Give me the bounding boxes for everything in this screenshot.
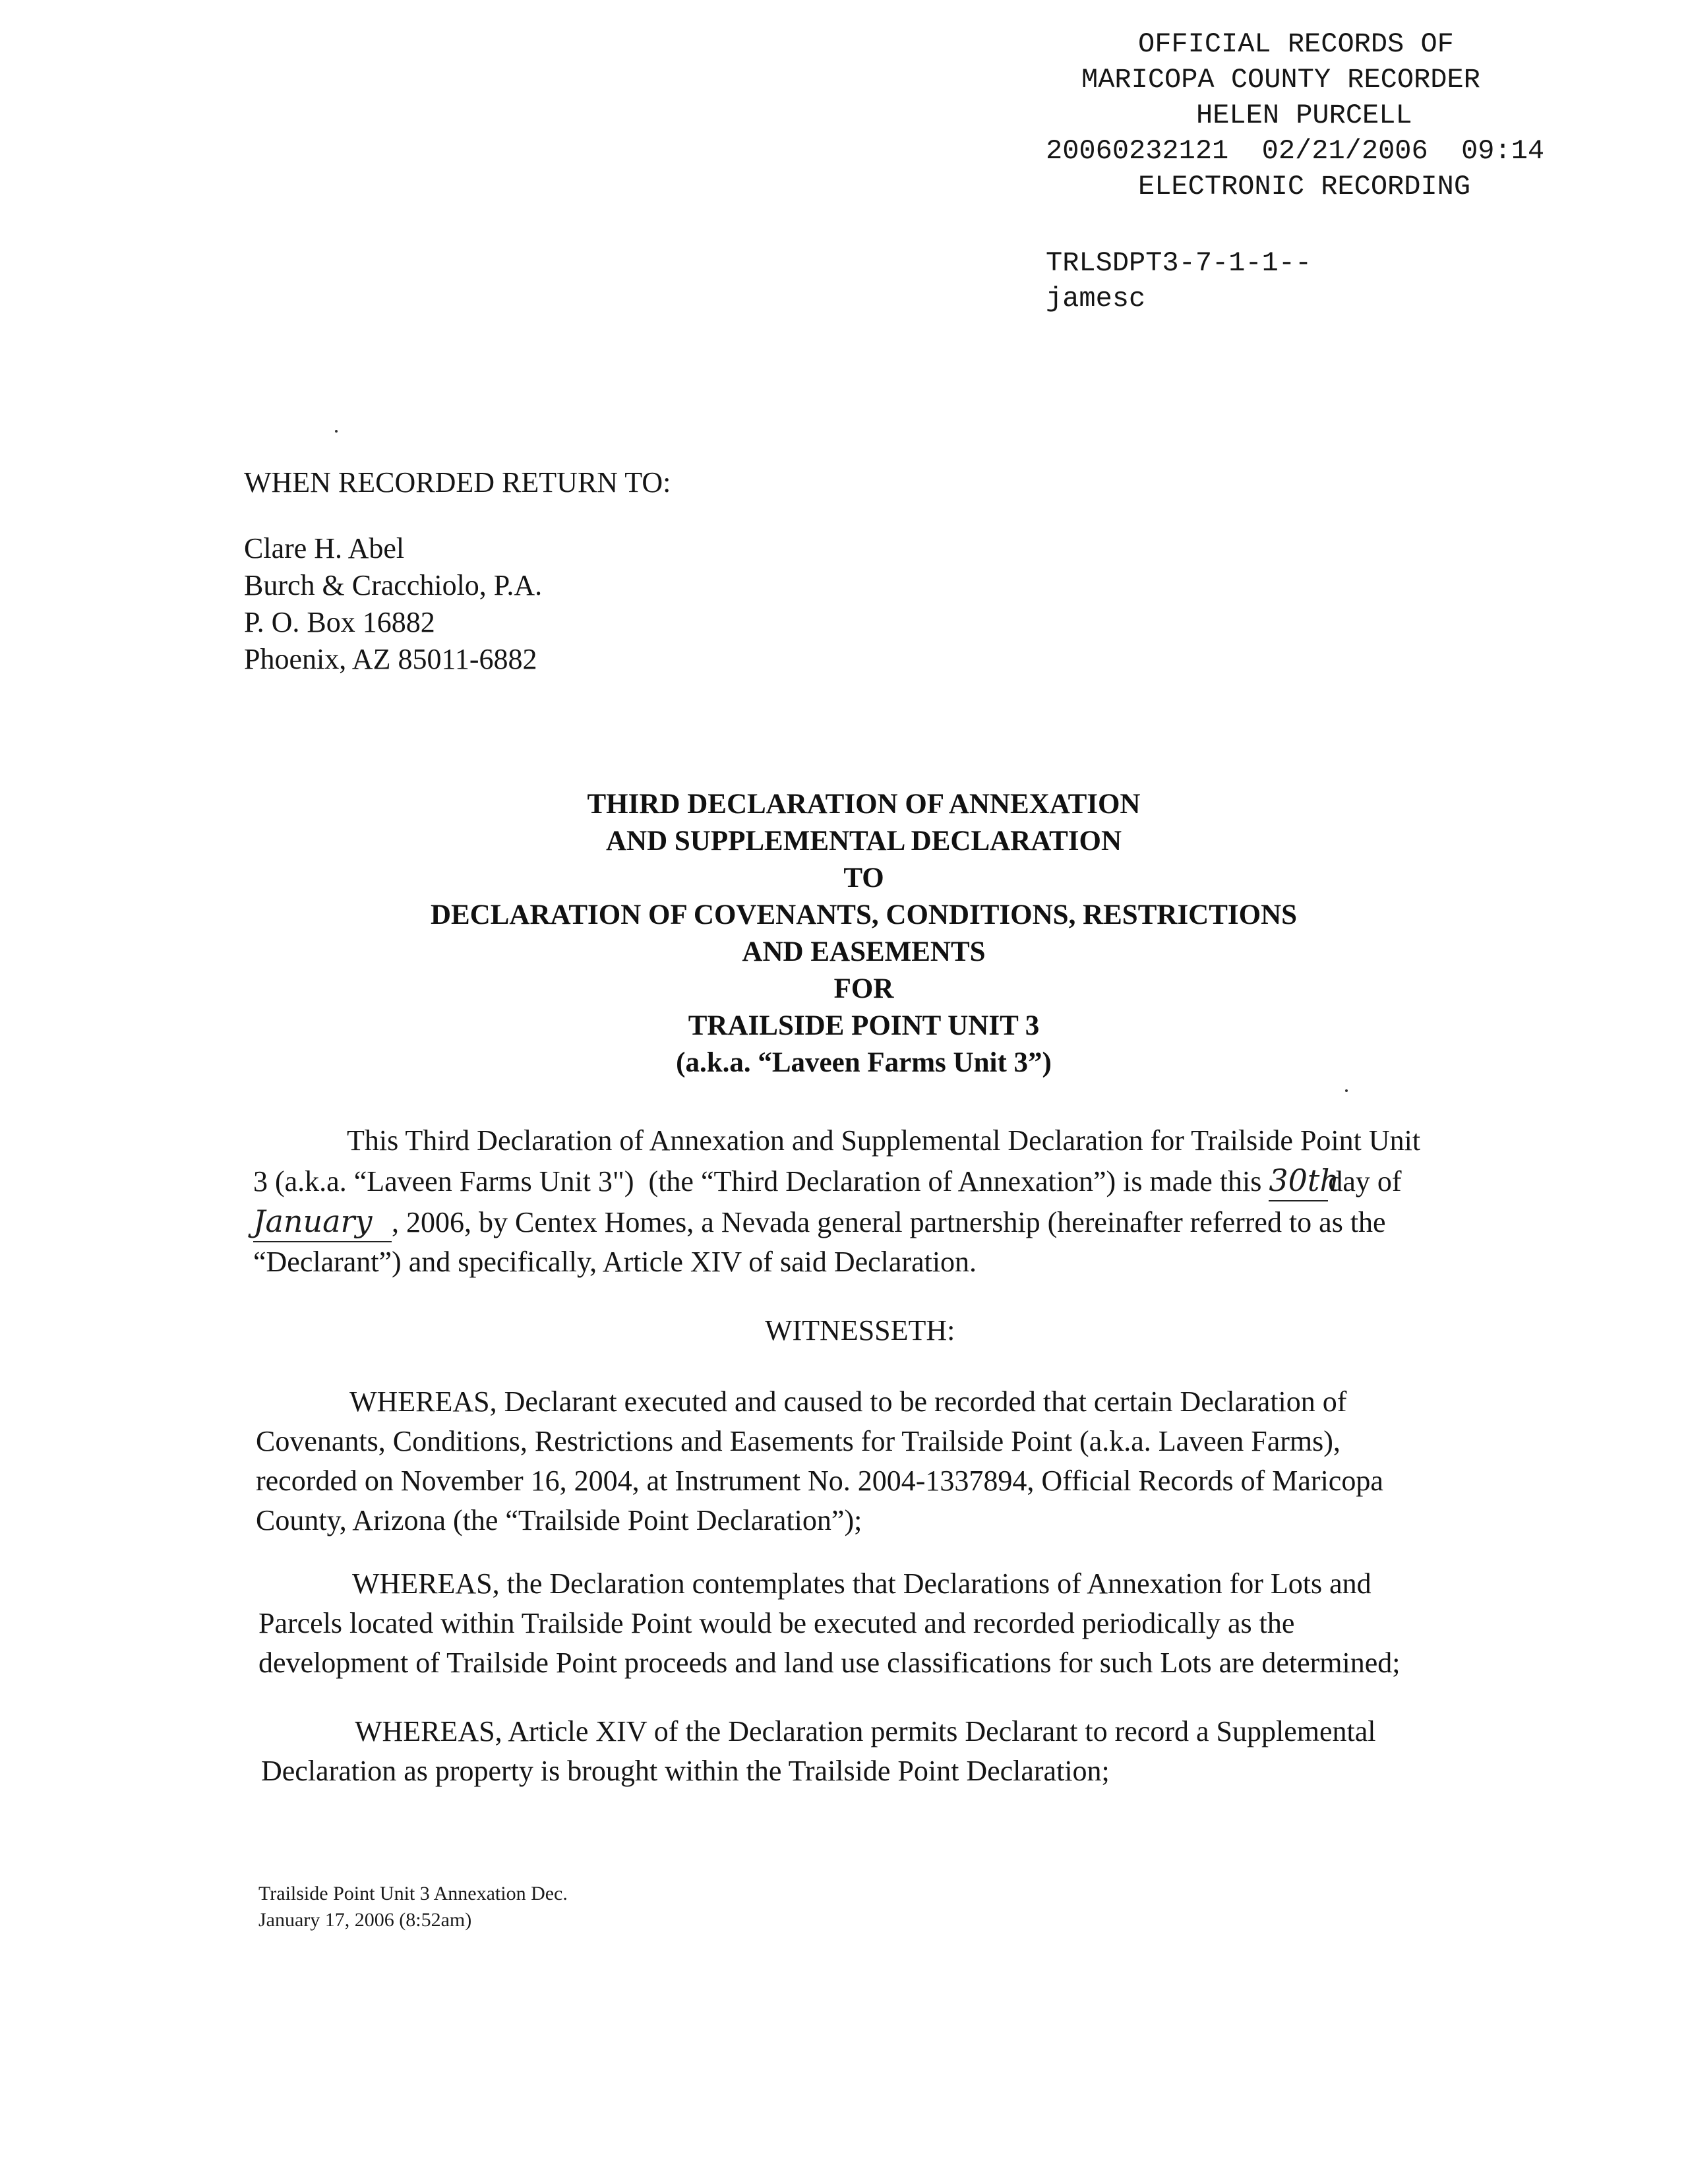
intro-line-1: This Third Declaration of Annexation and Supplemental Declaration for Trailside Point Unit (347, 1124, 1421, 1157)
stamp-user: jamesc (1046, 283, 1146, 315)
title-line-1: THIRD DECLARATION OF ANNEXATION (587, 789, 1141, 820)
stamp-line-record-number-date: 20060232121 02/21/2006 09:14 (1046, 135, 1545, 167)
title-line-3: TO (843, 863, 884, 894)
whereas-1-line-1: WHEREAS, Declarant executed and caused to be recorded that certain Declaration of (349, 1385, 1347, 1418)
scan-speck (1345, 1089, 1348, 1092)
return-to-name: Clare H. Abel (244, 532, 405, 564)
title-line-4: DECLARATION OF COVENANTS, CONDITIONS, RESTRICTIONS (430, 899, 1298, 930)
title-line-2: AND SUPPLEMENTAL DECLARATION (605, 826, 1122, 857)
stamp-doc-code: TRLSDPT3-7-1-1-- (1046, 247, 1312, 279)
footer-line-1: Trailside Point Unit 3 Annexation Dec. (258, 1883, 568, 1904)
intro-line-2-text: 3 (a.k.a. “Laveen Farms Unit 3") (the “Third Declaration of Annexation”) is made this (253, 1165, 1269, 1198)
whereas-1-line-3: recorded on November 16, 2004, at Instrument No. 2004-1337894, Official Records of Maricopa (256, 1465, 1383, 1497)
title-line-5: AND EASEMENTS (742, 936, 986, 967)
handwritten-month: January (253, 1201, 392, 1242)
intro-line-3-text: , 2006, by Centex Homes, a Nevada general partnership (hereinafter referred to as the (392, 1206, 1386, 1238)
stamp-line-recorder-name: HELEN PURCELL (1196, 100, 1412, 131)
scan-speck (335, 430, 338, 433)
return-to-po-box: P. O. Box 16882 (244, 606, 435, 638)
return-to-heading: WHEN RECORDED RETURN TO: (244, 466, 671, 499)
witnesseth-heading: WITNESSETH: (765, 1314, 955, 1347)
intro-line-2 (253, 1161, 1493, 1201)
whereas-paragraph-2 (258, 1564, 1498, 1683)
whereas-1-line-2: Covenants, Conditions, Restrictions and Easements for Trailside Point (a.k.a. Laveen Farms), (256, 1425, 1341, 1457)
intro-line-4: “Declarant”) and specifically, Article XIV of said Declaration. (253, 1246, 977, 1278)
whereas-2-line-3: development of Trailside Point proceeds and land use classifications for such Lots are determined; (258, 1647, 1401, 1679)
return-to-firm: Burch & Cracchiolo, P.A. (244, 569, 543, 601)
whereas-paragraph-3 (261, 1712, 1501, 1791)
document-footer (258, 1881, 568, 1933)
title-line-7: TRAILSIDE POINT UNIT 3 (688, 1010, 1040, 1041)
whereas-paragraph-1 (256, 1382, 1495, 1540)
whereas-2-line-2: Parcels located within Trailside Point would be executed and recorded periodically as the (258, 1607, 1295, 1639)
title-line-8: (a.k.a. “Laveen Farms Unit 3”) (676, 1047, 1052, 1078)
whereas-1-line-4: County, Arizona (the “Trailside Point Declaration”); (256, 1504, 862, 1536)
intro-paragraph (253, 1121, 1493, 1282)
whereas-2-line-1: WHEREAS, the Declaration contemplates that Declarations of Annexation for Lots and (352, 1567, 1372, 1600)
intro-line-3 (253, 1201, 1493, 1242)
title-line-6: FOR (833, 973, 894, 1004)
handwritten-day: 30th (1269, 1161, 1328, 1201)
whereas-3-line-2: Declaration as property is brought within the Trailside Point Declaration; (261, 1755, 1110, 1787)
return-to-city: Phoenix, AZ 85011-6882 (244, 643, 537, 675)
whereas-3-line-1: WHEREAS, Article XIV of the Declaration permits Declarant to record a Supplemental (355, 1715, 1376, 1747)
return-to-block (244, 464, 671, 678)
stamp-line-official-records: OFFICIAL RECORDS OF (1138, 28, 1454, 60)
document-title (369, 786, 1358, 1081)
stamp-line-county-recorder: MARICOPA COUNTY RECORDER (1081, 64, 1480, 96)
footer-line-2: January 17, 2006 (8:52am) (258, 1909, 472, 1931)
stamp-line-electronic-recording: ELECTRONIC RECORDING (1138, 171, 1471, 202)
intro-line-2-end: day of (1328, 1165, 1402, 1198)
recorder-stamp (0, 0, 1545, 320)
